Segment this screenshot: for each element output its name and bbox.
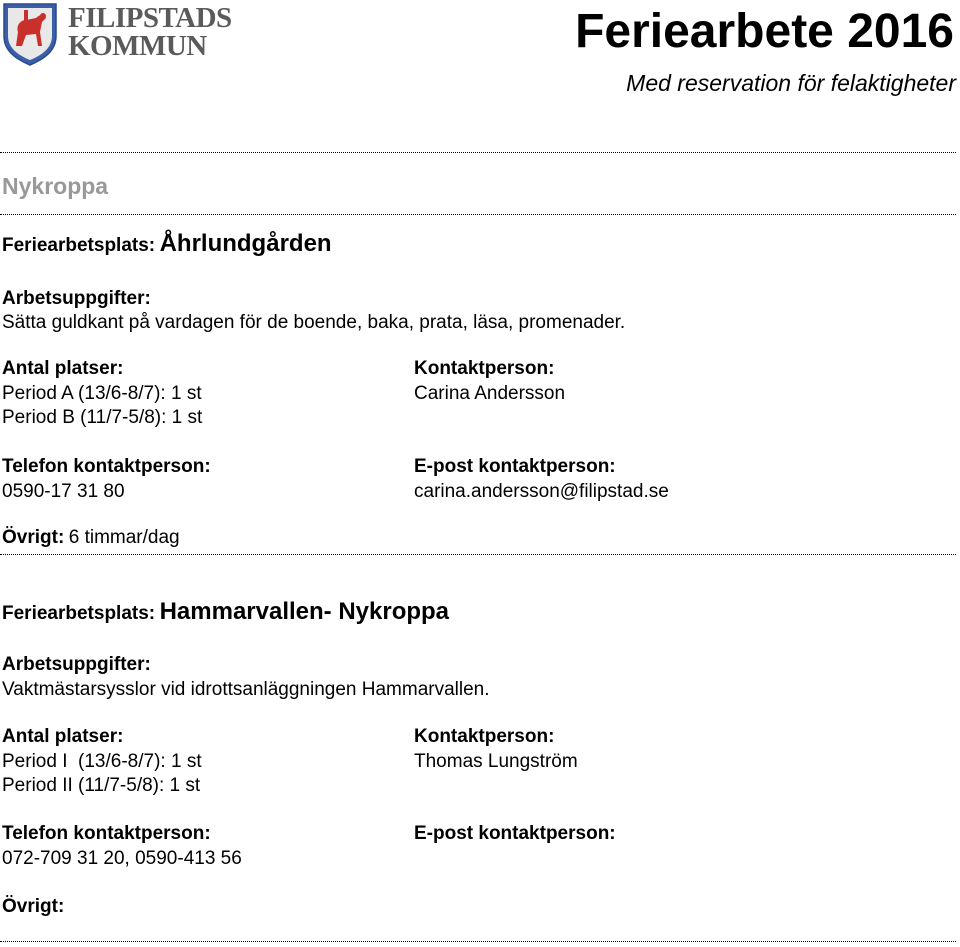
tasks-text: Sätta guldkant på vardagen för de boende, baka, prata, läsa, promenader. <box>2 312 626 333</box>
phone-label: Telefon kontaktperson: <box>2 823 211 844</box>
page-subtitle: Med reservation för felaktigheter <box>626 70 956 96</box>
divider-top <box>0 152 956 153</box>
period-1: Period A (13/6-8/7): 1 st <box>2 383 202 404</box>
period-2: Period II (11/7-5/8): 1 st <box>2 775 201 796</box>
coat-of-arms-icon <box>2 2 58 66</box>
divider-section <box>0 214 956 215</box>
phone-value: 072-709 31 20, 0590-413 56 <box>2 848 242 869</box>
page-title: Feriearbete 2016 <box>575 5 954 58</box>
workplace-label: Feriearbetsplats: <box>2 235 156 256</box>
section-title: Nykroppa <box>2 173 109 199</box>
other-label: Övrigt: <box>2 527 65 548</box>
period-1: Period I (13/6-8/7): 1 st <box>2 751 202 772</box>
email-link[interactable]: carina.andersson@filipstad.se <box>414 481 669 502</box>
email-label: E-post kontaktperson: <box>414 823 616 844</box>
divider-listing-1 <box>0 554 956 555</box>
logo-text-line2: KOMMUN <box>68 30 207 62</box>
workplace-name: Åhrlundgården <box>159 230 332 257</box>
phone-label: Telefon kontaktperson: <box>2 456 211 477</box>
slots-label: Antal platser: <box>2 726 124 747</box>
contact-label: Kontaktperson: <box>414 358 555 379</box>
listing-2-other <box>2 896 64 918</box>
tasks-text: Vaktmästarsysslor vid idrottsanläggningen Hammarvallen. <box>2 679 490 700</box>
tasks-label: Arbetsuppgifter: <box>2 654 151 675</box>
tasks-label: Arbetsuppgifter: <box>2 288 151 309</box>
slots-label: Antal platser: <box>2 358 124 379</box>
divider-bottom <box>0 941 956 942</box>
other-label: Övrigt: <box>2 896 65 917</box>
other-text: 6 timmar/dag <box>68 527 180 548</box>
logo-text-line1: FILIPSTADS <box>68 2 232 34</box>
listing-2-workplace <box>2 598 449 626</box>
contact-label: Kontaktperson: <box>414 726 555 747</box>
contact-name: Carina Andersson <box>414 383 566 404</box>
workplace-name: Hammarvallen- Nykroppa <box>159 598 450 625</box>
workplace-label: Feriearbetsplats: <box>2 603 156 624</box>
phone-value: 0590-17 31 80 <box>2 481 125 502</box>
municipality-logo <box>2 2 238 68</box>
listing-1-other <box>2 527 180 549</box>
email-label: E-post kontaktperson: <box>414 456 616 477</box>
listing-1-workplace <box>2 230 332 258</box>
period-2: Period B (11/7-5/8): 1 st <box>2 407 203 428</box>
contact-name: Thomas Lungström <box>414 751 578 772</box>
